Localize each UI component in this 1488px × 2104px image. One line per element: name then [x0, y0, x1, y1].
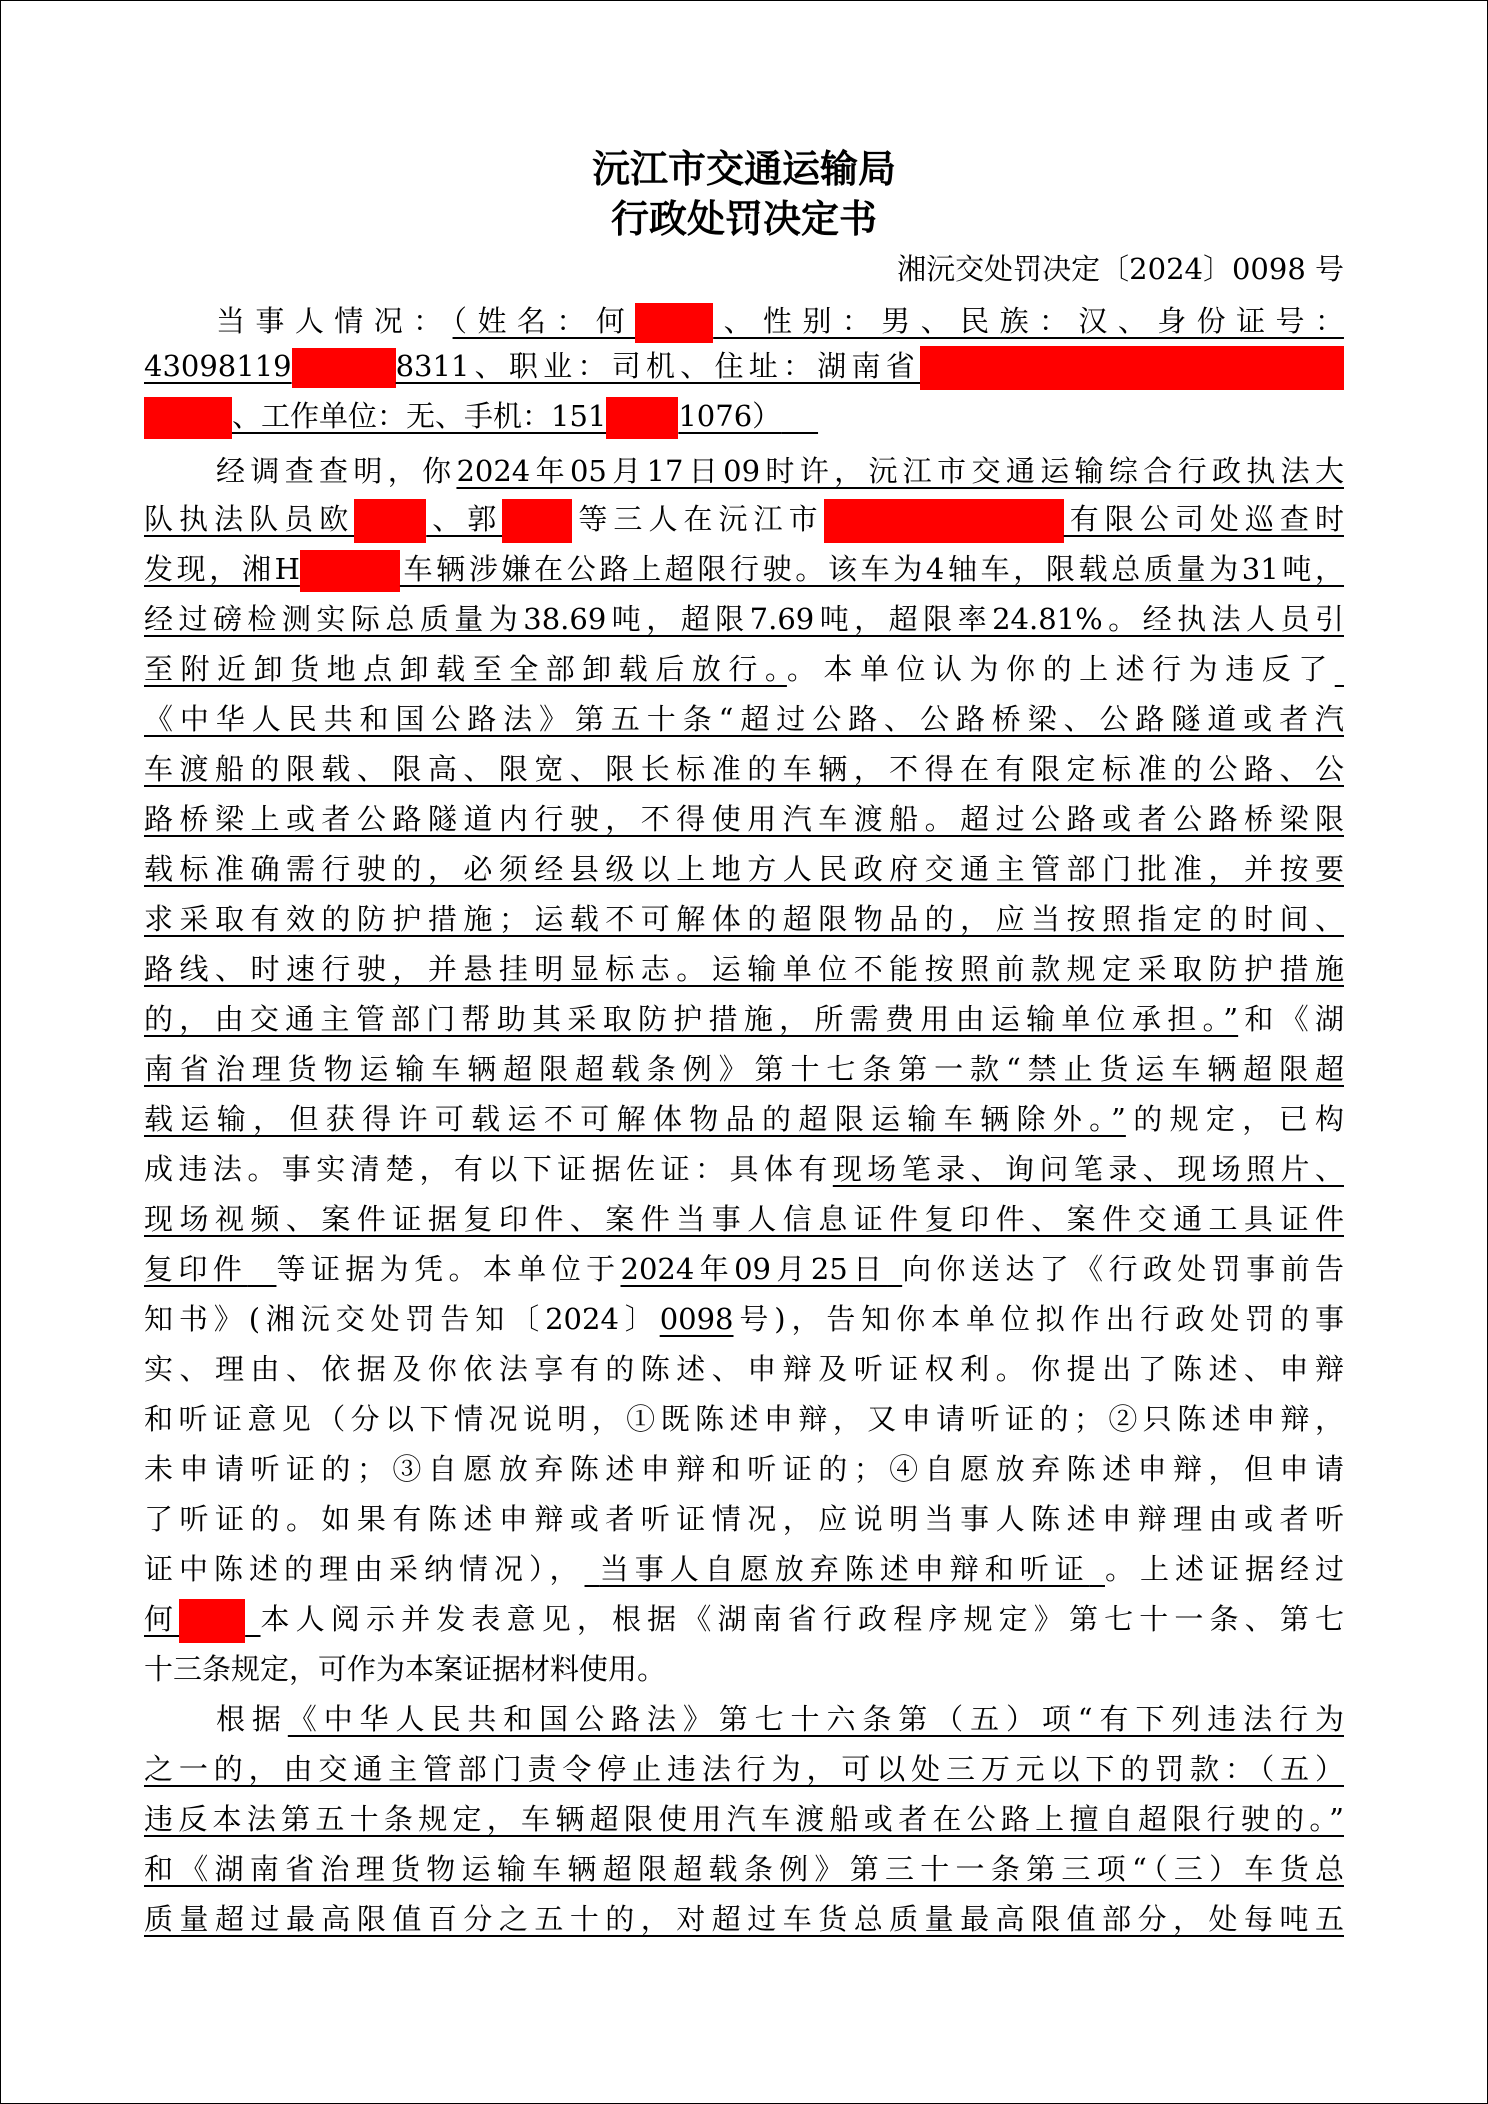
- basis-line-4: 和《湖南省治理货物运输车辆超限超载条例》第三十一条第三项“（三）车货总: [144, 1852, 1344, 1886]
- findings-line-24: 何 本人阅示并发表意见，根据《湖南省行政程序规定》第七十一条、第七: [144, 1599, 1344, 1643]
- findings-line-16: 现场视频、案件证据复印件、案件当事人信息证件复印件、案件交通工具证件: [144, 1202, 1344, 1236]
- findings-line-1: 经调查查明，你2024年05月17日09时许，沅江市交通运输综合行政执法大: [216, 454, 1344, 488]
- findings-line-25: 十三条规定，可作为本案证据材料使用。: [144, 1652, 667, 1686]
- findings-line-20: 和听证意见（分以下情况说明，①既陈述申辩，又申请听证的；②只陈述申辩，: [144, 1402, 1344, 1436]
- findings-line-12: 的，由交通主管部门帮助其采取防护措施，所需费用由运输单位承担。”和《湖: [144, 1002, 1344, 1036]
- redaction-block: [920, 346, 1344, 390]
- document-number: 湘沅交处罚决定〔2024〕0098 号: [897, 252, 1344, 286]
- findings-line-18: 知书》(湘沅交处罚告知〔2024〕0098号)，告知你本单位拟作出行政处罚的事: [144, 1302, 1344, 1336]
- party-info-line-3: 、工作单位：无、手机：151 1076）: [144, 396, 1344, 439]
- findings-line-8: 路桥梁上或者公路隧道内行驶，不得使用汽车渡船。超过公路或者公路桥梁限: [144, 802, 1344, 836]
- agency-title: 沅江市交通运输局: [591, 147, 896, 191]
- findings-line-5: 至附近卸货地点卸载至全部卸载后放行。。本单位认为你的上述行为违反了: [144, 652, 1335, 686]
- redaction-block: [635, 303, 713, 343]
- findings-line-22: 了听证的。如果有陈述申辩或者听证情况，应说明当事人陈述申辩理由或者听: [144, 1502, 1344, 1536]
- basis-line-5: 质量超过最高限值百分之五十的，对超过车货总质量最高限值部分，处每吨五: [144, 1902, 1344, 1936]
- findings-line-14: 载运输，但获得许可载运不可解体物品的超限运输车辆除外。”的规定，已构: [144, 1102, 1344, 1136]
- basis-line-1: 根据《中华人民共和国公路法》第七十六条第（五）项“有下列违法行为: [216, 1702, 1344, 1736]
- basis-line-3: 违反本法第五十条规定，车辆超限使用汽车渡船或者在公路上擅自超限行驶的。”: [144, 1802, 1344, 1836]
- redaction-block: [144, 397, 232, 439]
- findings-line-6: 《中华人民共和国公路法》第五十条“超过公路、公路桥梁、公路隧道或者汽: [144, 702, 1344, 736]
- findings-line-15: 成违法。事实清楚，有以下证据佐证：具体有现场笔录、询问笔录、现场照片、: [144, 1152, 1344, 1186]
- basis-line-2: 之一的，由交通主管部门责令停止违法行为，可以处三万元以下的罚款：（五）: [144, 1752, 1344, 1786]
- document-title: 行政处罚决定书: [610, 197, 877, 241]
- findings-line-23: 证中陈述的理由采纳情况）， 当事人自愿放弃陈述申辩和听证 。上述证据经过: [144, 1552, 1344, 1586]
- redaction-block: [300, 550, 400, 592]
- findings-line-9: 载标准确需行驶的，必须经县级以上地方人民政府交通主管部门批准，并按要: [144, 852, 1344, 886]
- redaction-block: [606, 397, 678, 439]
- redaction-block: [354, 499, 426, 543]
- findings-line-17: 复印件 等证据为凭。本单位于2024年09月25日 向你送达了《行政处罚事前告: [144, 1252, 1344, 1286]
- findings-line-4: 经过磅检测实际总质量为38.69吨，超限7.69吨，超限率24.81%。经执法人员引: [144, 602, 1344, 636]
- party-info-line-2: 43098119 8311、职业：司机、住址：湖南省: [144, 346, 1344, 390]
- findings-line-19: 实、理由、依据及你依法享有的陈述、申辩及听证权利。你提出了陈述、申辩: [144, 1352, 1344, 1386]
- findings-line-21: 未申请听证的；③自愿放弃陈述申辩和听证的；④自愿放弃陈述申辩，但申请: [144, 1452, 1344, 1486]
- findings-line-7: 车渡船的限载、限高、限宽、限长标准的车辆，不得在有限定标准的公路、公: [144, 752, 1344, 786]
- findings-line-3: 发现，湘H 车辆涉嫌在公路上超限行驶。该车为4轴车，限载总质量为31吨，: [144, 549, 1344, 592]
- redaction-block: [502, 499, 572, 543]
- redaction-block: [824, 499, 1064, 543]
- findings-line-10: 求采取有效的防护措施；运载不可解体的超限物品的，应当按照指定的时间、: [144, 902, 1344, 936]
- redaction-block: [292, 348, 396, 388]
- findings-line-13: 南省治理货物运输车辆超限超载条例》第十七条第一款“禁止货运车辆超限超: [144, 1052, 1344, 1086]
- party-info-line-1: 当事人情况：（姓名：何 、性别：男、民族：汉、身份证号：: [144, 301, 1344, 343]
- findings-line-2: 队执法队员欧 、郭 等三人在沅江市 有限公司处巡查时: [144, 499, 1344, 543]
- findings-line-11: 路线、时速行驶，并悬挂明显标志。运输单位不能按照前款规定采取防护措施: [144, 952, 1344, 986]
- redaction-block: [179, 1599, 245, 1643]
